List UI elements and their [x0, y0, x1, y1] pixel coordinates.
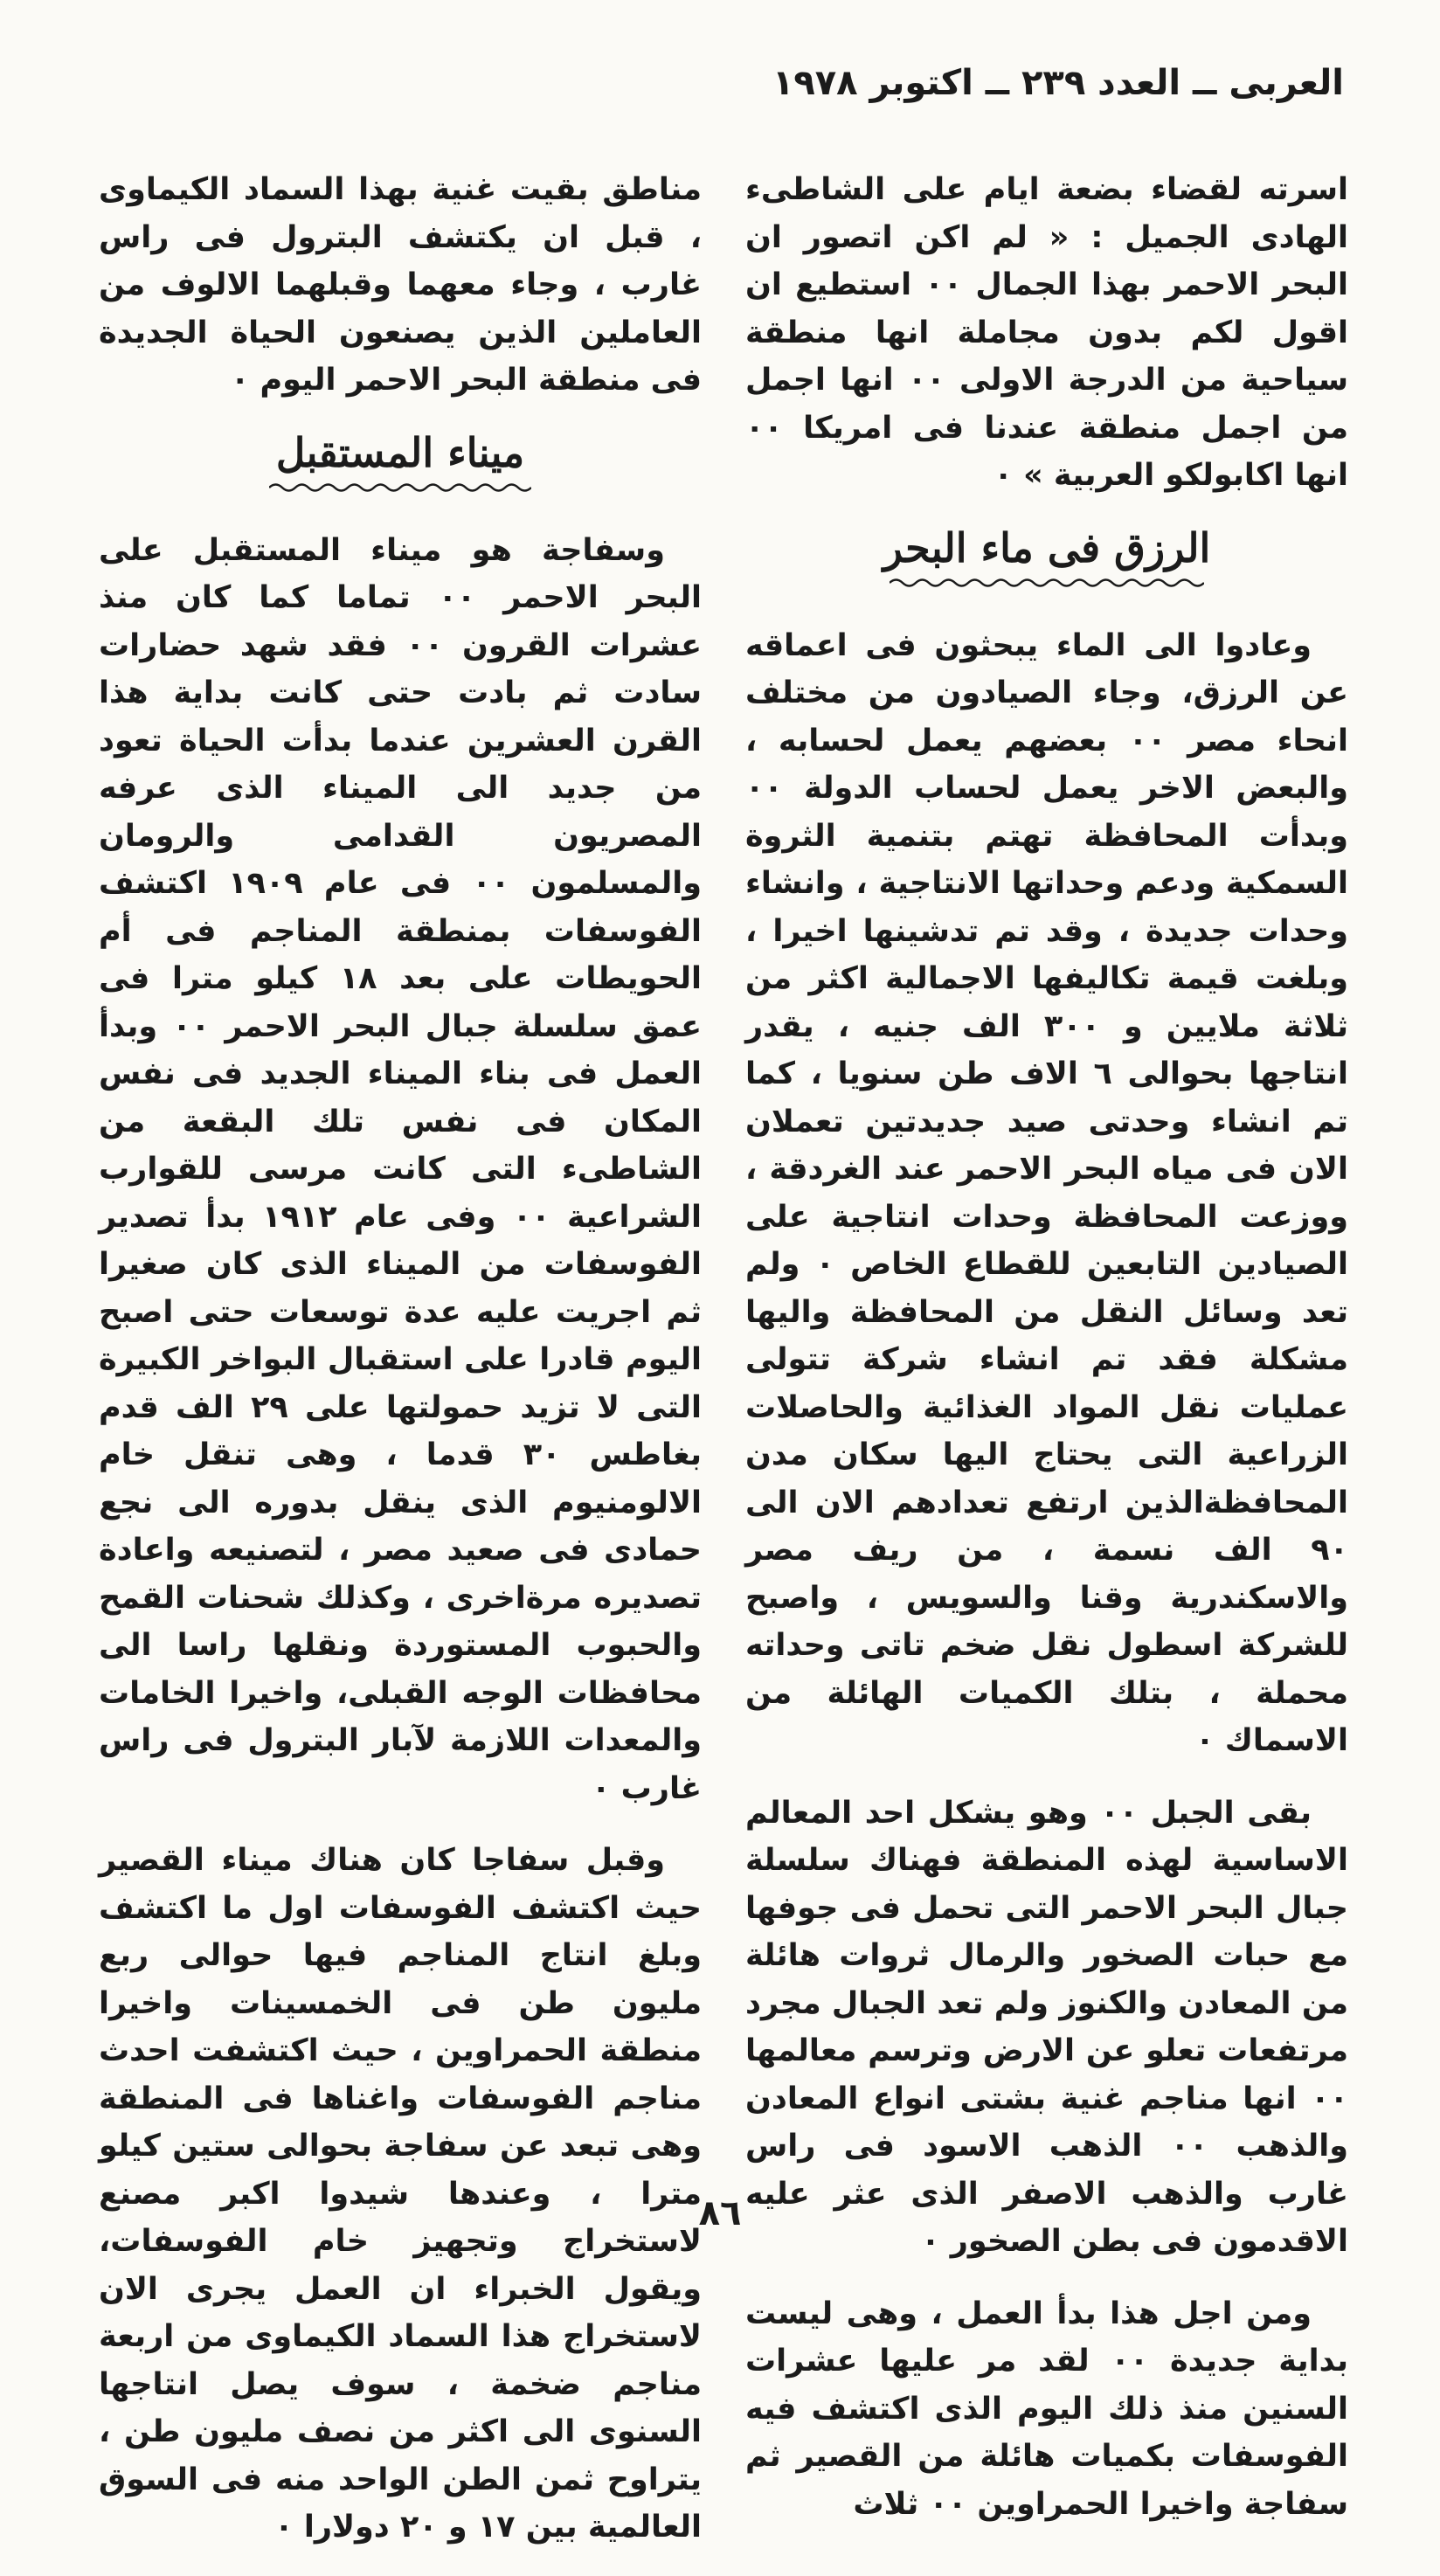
wavy-underline-ornament: [890, 577, 1204, 589]
right-paragraph-3: ومن اجل هذا بدأ العمل ، وهى ليست بداية جديدة ٠٠ لقد مر عليها عشرات السنين منذ ذلك اليوم الذى اكتشف فيه الفوسفات بكميات هائلة من القصير ثم سفاجة واخيرا الحمراوين ٠٠ ثلاث: [745, 2296, 1348, 2522]
right-paragraph-2: بقى الجبل ٠٠ وهو يشكل احد المعالم الاساسية لهذه المنطقة فهناك سلسلة جبال البحر الاحمر التى تحمل فى جوفها مع حبات الصخور والرمال ثروات هائلة من المعادن والكنوز ولم تعد الجبال مجرد مرتفعات تعلو عن الارض وترسم معالمها ٠٠ انها مناجم غنية بشتى انواع المعادن والذهب ٠٠ الذهب الاسود فى راس غارب والذهب الاصفر الذى عثر عليه الاقدمون فى بطن الصخور ٠: [745, 1795, 1348, 2259]
right-intro-paragraph: اسرته لقضاء بضعة ايام على الشاطىء الهادى الجميل : « لم اكن اتصور ان البحر الاحمر بهذا الجمال ٠٠ استطيع ان اقول لكم بدون مجاملة انها منطقة سياحية من الدرجة الاولى ٠٠ انها اجمل من اجمل منطقة عندنا فى امريكا ٠٠ انها اكابولكو العربية » ٠: [745, 172, 1348, 493]
left-intro-paragraph: مناطق بقيت غنية بهذا السماد الكيماوى ، قبل ان يكتشف البترول فى راس غارب ، وجاء معهما وقبلهما الالوف من العاملين الذين يصنعون الحياة الجديدة فى منطقة البحر الاحمر اليوم ٠: [99, 172, 702, 398]
left-paragraph-1: وسفاجة هو ميناء المستقبل على البحر الاحمر ٠٠ تماما كما كان منذ عشرات القرون ٠٠ فقد شهد حضارات سادت ثم بادت حتى كانت بداية هذا القرن العشرين عندما بدأت الحياة تعود من جديد الى الميناء الذى عرفه المصريون القدامى والرومان والمسلمون ٠٠ فى عام ١٩٠٩ اكتشف الفوسفات بمنطقة المناجم فى أم الحويطات على بعد ١٨ كيلو مترا فى عمق سلسلة جبال البحر الاحمر ٠٠ وبدأ العمل فى بناء الميناء الجديد فى نفس المكان فى نفس تلك البقعة من الشاطىء التى كانت مرسى للقوارب الشراعية ٠٠ وفى عام ١٩١٢ بدأ تصدير الفوسفات من الميناء الذى كان صغيرا ثم اجريت عليه عدة توسعات حتى اصبح اليوم قادرا على استقبال البواخر الكبيرة التى لا تزيد حمولتها على ٢٩ الف قدم بغاطس ٣٠ قدما ، وهى تنقل خام الالومنيوم الذى ينقل بدوره الى نجع حمادى فى صعيد مصر ، لتصنيعه واعادة تصديره مرةاخرى ، وكذلك شحنات القمح والحبوب المستوردة ونقلها راسا الى محافظات الوجه القبلى، واخيرا الخامات والمعدات اللازمة لآبار البترول فى راس غارب ٠: [99, 532, 703, 1806]
wavy-underline-ornament: [269, 481, 531, 494]
running-header: العربى ــ العدد ٢٣٩ ــ اكتوبر ١٩٧٨: [772, 63, 1344, 103]
left-section-heading: [99, 429, 702, 494]
left-paragraph-2: وقبل سفاجا كان هناك ميناء القصير حيث اكتشف الفوسفات اول ما اكتشف وبلغ انتاج المناجم فيها حوالى ربع مليون طن فى الخمسينات واخيرا منطقة الحمراوين ، حيث اكتشفت احدث مناجم الفوسفات واغناها فى المنطقة وهى تبعد عن سفاجة بحوالى ستين كيلو مترا ، وعندها شيدوا اكبر مصنع لاستخراج وتجهيز خام الفوسفات، ويقول الخبراء ان العمل يجرى الان لاستخراج هذا السماد الكيماوى من اربعة مناجم ضخمة ، سوف يصل انتاجها السنوى الى اكثر من نصف مليون طن ، يتراوح ثمن الطن الواحد منه فى السوق العالمية بين ١٧ و ٢٠ دولارا ٠: [99, 1843, 702, 2545]
right-section-title: الرزق فى ماء البحر: [883, 523, 1211, 571]
page-number: ٨٦: [698, 2193, 742, 2233]
right-column: [745, 166, 1348, 2552]
right-section-heading: [745, 524, 1348, 589]
left-column: [99, 166, 702, 2576]
left-section-title: ميناء المستقبل: [275, 428, 525, 476]
right-paragraph-1: وعادوا الى الماء يبحثون فى اعماقه عن الرزق، وجاء الصيادون من مختلف انحاء مصر ٠٠ بعضهم يعمل لحسابه ، والبعض الاخر يعمل لحساب الدولة ٠٠ وبدأت المحافظة تهتم بتنمية الثروة السمكية ودعم وحداتها الانتاجية ، وانشاء وحدات جديدة ، وقد تم تدشينها اخيرا ، وبلغت قيمة تكاليفها الاجمالية اكثر من ثلاثة ملايين و ٣٠٠ الف جنيه ، يقدر انتاجها بحوالى ٦ الاف طن سنويا ، كما تم انشاء وحدتى صيد جديدتين تعملان الان فى مياه البحر الاحمر عند الغردقة ، ووزعت المحافظة وحدات انتاجية على الصيادين التابعين للقطاع الخاص ٠ ولم تعد وسائل النقل من المحافظة واليها مشكلة فقد تم انشاء شركة تتولى عمليات نقل المواد الغذائية والحاصلات الزراعية التى يحتاج اليها سكان مدن المحافظةالذين ارتفع تعدادهم الان الى ٩٠ الف نسمة ، من ريف مصر والاسكندرية وقنا والسويس ، واصبح للشركة اسطول نقل ضخم تاتى وحداته محملة ، بتلك الكميات الهائلة من الاسماك ٠: [745, 627, 1349, 1758]
